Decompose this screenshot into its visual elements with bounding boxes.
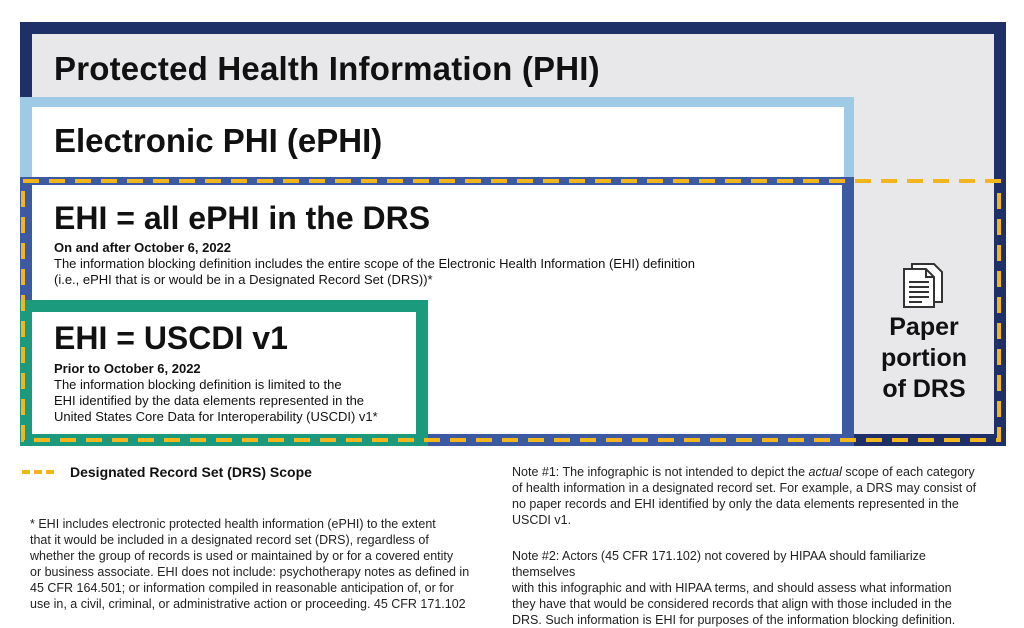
note-1-emphasis: actual bbox=[808, 465, 842, 479]
uscdi-subtitle: Prior to October 6, 2022 bbox=[54, 361, 201, 376]
note-2 bbox=[512, 548, 992, 628]
footnote-line: that it would be included in a designated record set (DRS), regardless of bbox=[30, 533, 429, 547]
note-2-line: with this infographic and with HIPAA terms, and should assess what information bbox=[512, 581, 952, 595]
legend-dash-swatch bbox=[22, 470, 54, 474]
ehi-drs-desc-line: The information blocking definition includes the entire scope of the Electronic Health Information (EHI) definition bbox=[54, 256, 695, 271]
uscdi-desc-line: EHI identified by the data elements represented in the bbox=[54, 393, 365, 408]
note-1 bbox=[512, 464, 992, 528]
note-1-line: USCDI v1. bbox=[512, 513, 572, 527]
footnote-line: 45 CFR 164.501; or information compiled in reasonable anticipation of, or for bbox=[30, 581, 454, 595]
uscdi-description bbox=[54, 377, 404, 425]
note-1-line: of health information in a designated record set. For example, a DRS may consist of bbox=[512, 481, 977, 495]
note-2-line: Note #2: Actors (45 CFR 171.102) not covered by HIPAA should familiarize themselves bbox=[512, 549, 926, 579]
ehi-drs-desc-line: (i.e., ePHI that is or would be in a Designated Record Set (DRS))* bbox=[54, 272, 433, 287]
document-icon bbox=[898, 260, 946, 310]
ehi-drs-title: EHI = all ePHI in the DRS bbox=[54, 200, 431, 236]
note-2-line: DRS. Such information is EHI for purposes of the information blocking definition. bbox=[512, 613, 956, 627]
footnote-line: or business associate. EHI does not include: psychotherapy notes as defined in bbox=[30, 565, 470, 579]
note-1-line bbox=[512, 464, 992, 480]
paper-label-line: of DRS bbox=[882, 375, 966, 403]
note-1-text: Note #1: The infographic is not intended to depict the bbox=[512, 465, 809, 479]
paper-label-line: Paper bbox=[889, 313, 959, 341]
footnote-line: * EHI includes electronic protected health information (ePHI) to the extent bbox=[30, 517, 436, 531]
ehi-drs-description bbox=[54, 256, 714, 288]
footnote-line: whether the group of records is used or maintained by or for a covered entity bbox=[30, 549, 454, 563]
legend-label: Designated Record Set (DRS) Scope bbox=[70, 464, 312, 480]
paper-portion-label bbox=[862, 312, 986, 405]
uscdi-desc-line: United States Core Data for Interoperability (USCDI) v1* bbox=[54, 409, 378, 424]
footnote-line: use in, a civil, criminal, or administrative action or proceeding. 45 CFR 171.102 bbox=[30, 597, 466, 611]
uscdi-desc-line: The information blocking definition is limited to the bbox=[54, 377, 342, 392]
uscdi-title: EHI = USCDI v1 bbox=[54, 320, 288, 356]
ephi-title: Electronic PHI (ePHI) bbox=[54, 122, 383, 159]
ehi-drs-subtitle: On and after October 6, 2022 bbox=[54, 240, 232, 255]
paper-label-line: portion bbox=[880, 344, 968, 372]
note-1-line: no paper records and EHI identified by only the data elements represented in the bbox=[512, 497, 959, 511]
note-1-text: scope of each category bbox=[841, 465, 975, 479]
footnote bbox=[30, 516, 480, 612]
note-2-line: they have that would be considered records that align with those included in the bbox=[512, 597, 952, 611]
phi-title: Protected Health Information (PHI) bbox=[54, 50, 600, 87]
